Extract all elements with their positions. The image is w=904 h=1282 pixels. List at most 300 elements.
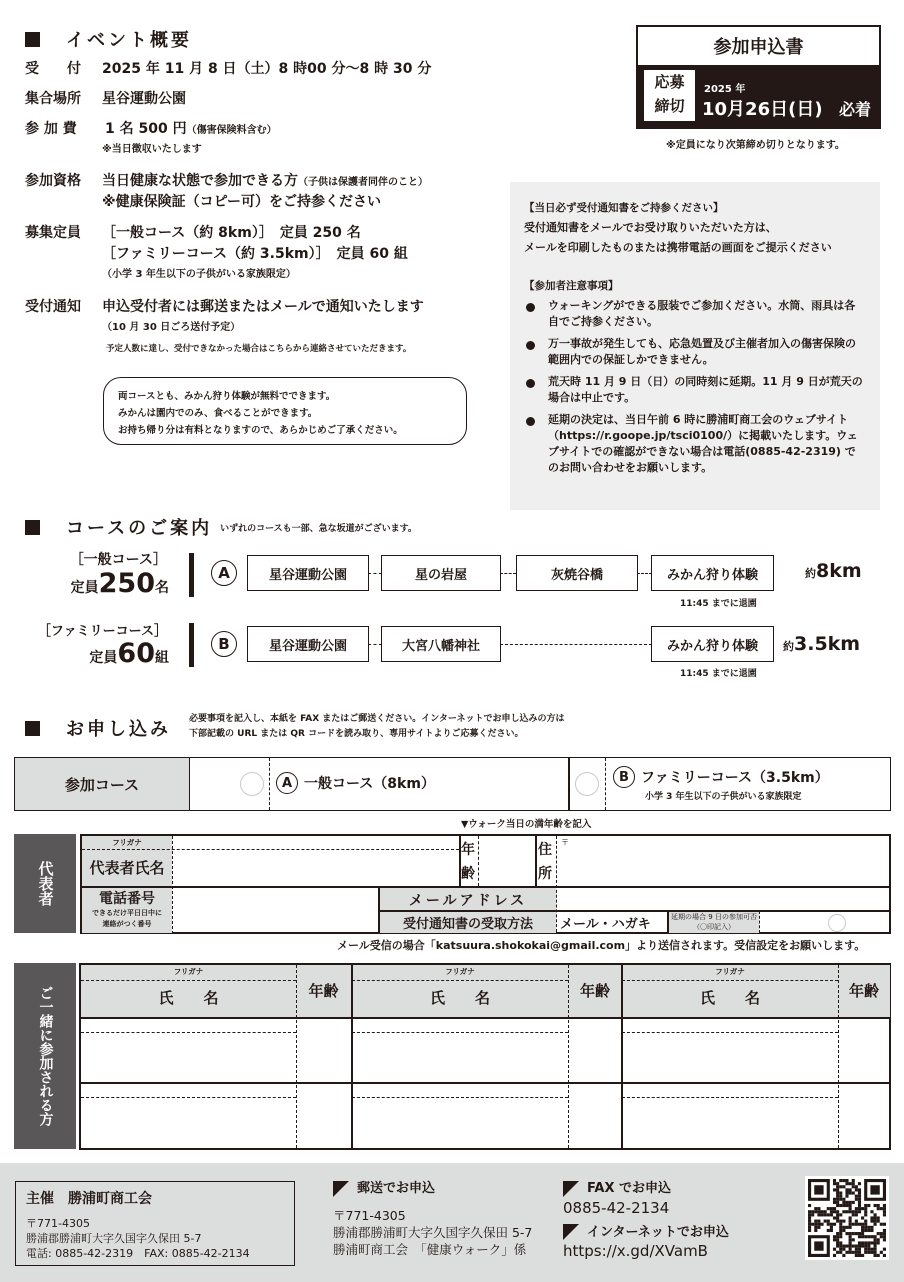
meeting-place-value: 星谷運動公園 (102, 91, 186, 107)
dotted-divider (81, 980, 296, 981)
qr-module (808, 1216, 811, 1219)
qr-module (867, 1226, 870, 1229)
furigana-label: フリガナ (112, 838, 142, 847)
fee-amount: 1 名 500 円 (105, 121, 187, 137)
qr-module (839, 1191, 842, 1194)
qr-module (817, 1213, 820, 1216)
companion-name-input[interactable] (355, 1035, 565, 1079)
qr-module (836, 1188, 839, 1191)
application-form-header (636, 25, 881, 129)
course-divider (189, 623, 194, 667)
name-label: 代表者氏名 (89, 859, 165, 877)
footer (0, 1163, 904, 1282)
qr-module (845, 1201, 848, 1204)
qr-module (883, 1207, 886, 1210)
qr-module (852, 1182, 855, 1185)
qr-module (842, 1229, 845, 1232)
qr-module (842, 1204, 845, 1207)
triangle-marker-icon (563, 1224, 579, 1240)
qr-module (852, 1185, 855, 1188)
qr-module (836, 1241, 839, 1244)
note-line: みかんは園内でのみ、食べることができます。 (118, 408, 318, 419)
qr-module (849, 1245, 852, 1248)
deadline-date: 10月26日(日) (702, 99, 823, 120)
qr-module (849, 1191, 852, 1194)
qr-module (867, 1204, 870, 1207)
course-b-option[interactable]: B ファミリーコース（3.5km） 小学 3 年生以下の子供がいる家族限定 (613, 766, 829, 802)
qr-code-icon (808, 1179, 886, 1257)
qr-module (855, 1245, 858, 1248)
triangle-marker-icon (563, 1181, 579, 1197)
course-selection-label: 参加コース (15, 758, 190, 810)
qr-module (836, 1204, 839, 1207)
qr-module (858, 1254, 861, 1257)
qr-module (839, 1248, 842, 1251)
capacity-label: 募集定員 (25, 225, 81, 241)
companion-furigana-input[interactable] (84, 1019, 293, 1031)
companion-age-input[interactable] (299, 1019, 348, 1079)
note-line: お持ち帰り分は有料となりますので、あらかじめご了承ください。 (118, 425, 403, 436)
course-a-exit-note: 11:45 までに退園 (680, 599, 757, 609)
notification-label: 受付通知 (25, 299, 81, 315)
notice-line: メールを印刷したものまたは携帯電話の画面をご提示ください (524, 241, 832, 254)
qr-module (855, 1254, 858, 1257)
qr-module (849, 1216, 852, 1219)
qr-module (845, 1251, 848, 1254)
qr-module (842, 1226, 845, 1229)
qr-module (877, 1238, 880, 1241)
qr-module (855, 1232, 858, 1235)
notification-sub2: 予定人数に達し、受付できなかった場合はこちらから連絡させていただきます。 (106, 344, 412, 354)
route-connector (368, 573, 382, 574)
row-divider (81, 1082, 889, 1084)
qr-module (861, 1216, 864, 1219)
course-stop: みかん狩り体験 (651, 626, 774, 662)
qr-module (852, 1179, 855, 1182)
row-divider (81, 1017, 889, 1019)
qr-module (877, 1241, 880, 1244)
qr-module (861, 1235, 864, 1238)
qr-module (864, 1245, 867, 1248)
qr-module (858, 1198, 861, 1201)
fee-value (105, 118, 277, 138)
companion-name-input[interactable] (625, 1100, 835, 1144)
qr-module (817, 1223, 820, 1226)
qr-module (817, 1207, 820, 1210)
qr-module (852, 1251, 855, 1254)
qr-module (824, 1220, 827, 1223)
form-title: 参加申込書 (713, 37, 804, 58)
qr-module (867, 1248, 870, 1251)
name-header: 氏 名 (158, 989, 219, 1007)
companion-age-input[interactable] (841, 1019, 887, 1079)
caution-item: 延期の決定は、当日午前 6 時に勝浦町商工会のウェブサイト（https://r.goope.jp/tsci0100/）に掲載いたします。ウェブサイトでの確認ができない場合は電話(0885-42-2319) でのお問い合わせをお願いします。 (524, 412, 866, 476)
dotted-divider (838, 965, 839, 1148)
qr-module (864, 1251, 867, 1254)
course-b-radio[interactable] (575, 772, 599, 796)
course-b-badge: B (211, 631, 237, 657)
qr-module (874, 1254, 877, 1257)
course-a-capacity: 定員250名 (70, 568, 169, 599)
qr-module (833, 1201, 836, 1204)
email-input[interactable] (560, 889, 885, 909)
qr-module (839, 1232, 842, 1235)
course-stop: 灰焼谷橋 (516, 555, 638, 591)
square-bullet-icon (25, 520, 40, 535)
companion-furigana-input[interactable] (625, 1019, 835, 1031)
qr-module (864, 1207, 867, 1210)
organizer-box (15, 1181, 295, 1266)
qr-module (842, 1198, 845, 1201)
capacity-general: ［一般コース（約 8km）］ 定員 250 名 (102, 225, 361, 241)
dotted-divider (568, 965, 569, 1148)
qr-module (870, 1251, 873, 1254)
course-b-capacity: 定員60組 (89, 638, 169, 669)
column-divider (351, 965, 353, 1148)
mail-application: 郵送でお申込 〒771-4305 勝浦郡勝浦町大字久国字久保田 5-7 勝浦町商工会 「健康ウォーク」係 (333, 1181, 533, 1257)
qr-module (858, 1248, 861, 1251)
qr-module (861, 1245, 864, 1248)
qr-module (833, 1216, 836, 1219)
deadline-note: ※定員になり次第締め切りとなります。 (666, 140, 845, 151)
qr-module (839, 1185, 842, 1188)
qr-module (852, 1232, 855, 1235)
qr-module (880, 1207, 883, 1210)
qr-module (864, 1213, 867, 1216)
qr-module (874, 1223, 877, 1226)
furigana-label: フリガナ (173, 967, 204, 976)
qr-module (852, 1238, 855, 1241)
qr-module (849, 1232, 852, 1235)
qr-module (861, 1207, 864, 1210)
deadline-label (644, 70, 695, 121)
furigana-label: フリガナ (715, 967, 745, 976)
qr-code[interactable] (805, 1176, 889, 1260)
fee-label: 参 加 費 (25, 121, 77, 137)
qr-module (852, 1223, 855, 1226)
qr-module (855, 1198, 858, 1201)
email-note: メール受信の場合「katsuura.shokokai@gmail.com」より送信されます。受信設定をお願いします。 (337, 939, 866, 952)
companion-name-input[interactable] (84, 1035, 293, 1079)
qr-module (839, 1213, 842, 1216)
qr-module (864, 1204, 867, 1207)
course-a-name: ［一般コース］ (69, 552, 167, 568)
web-url[interactable]: https://x.gd/XVamB (563, 1242, 708, 1260)
qr-module (814, 1223, 817, 1226)
qr-module (833, 1254, 836, 1257)
course-a-radio[interactable] (240, 772, 264, 796)
qr-module (845, 1232, 848, 1235)
qr-module (870, 1220, 873, 1223)
qr-module (830, 1210, 833, 1213)
qr-module (820, 1223, 823, 1226)
route-connector (500, 644, 652, 645)
square-bullet-icon (25, 32, 40, 47)
qr-module (833, 1182, 836, 1185)
notice-method-value[interactable]: メール・ハガキ (560, 917, 651, 932)
qr-module (849, 1241, 852, 1244)
qr-module (867, 1245, 870, 1248)
deadline-label-1: 応募 (654, 73, 685, 91)
qr-module (842, 1201, 845, 1204)
deadline-suffix: 必着 (838, 100, 871, 119)
qr-module (808, 1226, 811, 1229)
bullet-icon (526, 417, 535, 426)
name-header: 氏 名 (429, 989, 490, 1007)
representative-name-input[interactable] (175, 851, 455, 883)
caution-heading: 【参加者注意事項】 (524, 280, 619, 292)
qr-module (836, 1198, 839, 1201)
age-header: 年齢 (579, 982, 610, 1000)
qr-module (811, 1223, 814, 1226)
companion-age-input[interactable] (571, 1084, 619, 1144)
representative-age-input[interactable] (481, 840, 533, 882)
qr-module (855, 1207, 858, 1210)
qr-module (855, 1195, 858, 1198)
course-a-option[interactable]: A 一般コース（8km） (276, 772, 435, 794)
dotted-divider (352, 1032, 568, 1033)
qr-module (845, 1210, 848, 1213)
qr-module (842, 1220, 845, 1223)
email-label: メールアドレス (408, 893, 528, 909)
qr-module (827, 1207, 830, 1210)
qr-module (849, 1223, 852, 1226)
qr-module (833, 1235, 836, 1238)
qr-module (842, 1245, 845, 1248)
qr-finder (814, 1241, 823, 1250)
qr-module (874, 1235, 877, 1238)
qr-module (870, 1235, 873, 1238)
qr-module (855, 1185, 858, 1188)
course-stop: 星の岩屋 (381, 555, 501, 591)
qr-module (849, 1220, 852, 1223)
qr-module (870, 1216, 873, 1219)
address-label: 住 所 (538, 842, 552, 882)
qr-module (820, 1213, 823, 1216)
qr-module (808, 1213, 811, 1216)
section-title: イベント概要 (66, 30, 192, 51)
qr-module (874, 1245, 877, 1248)
furigana-label: フリガナ (445, 967, 475, 976)
qr-module (864, 1220, 867, 1223)
qr-module (845, 1245, 848, 1248)
qr-module (864, 1229, 867, 1232)
companion-age-input[interactable] (571, 1019, 619, 1079)
qr-module (877, 1254, 880, 1257)
qr-module (836, 1201, 839, 1204)
qr-module (842, 1185, 845, 1188)
qr-module (874, 1238, 877, 1241)
apply-description: 必要事項を記入し、本紙を FAX またはご郵送ください。インターネットでお申し込みの方は 下部記載の URL または QR コードを読み取り、専用サイトよりご応募ください。 (189, 714, 565, 739)
companion-furigana-input[interactable] (625, 1084, 835, 1096)
section-subtitle: いずれのコースも一部、急な坂道がございます。 (220, 523, 417, 534)
qr-module (877, 1216, 880, 1219)
qr-module (836, 1185, 839, 1188)
deadline-bar (638, 65, 879, 127)
qr-module (883, 1229, 886, 1232)
course-b-badge: B (613, 766, 635, 788)
dotted-divider (352, 980, 568, 981)
qr-module (839, 1195, 842, 1198)
notice-panel (510, 182, 880, 510)
qr-module (833, 1248, 836, 1251)
caution-item: 万一事故が発生しても、応急処置及び主催者加入の傷害保険の範囲内での保証しかできません。 (524, 336, 866, 368)
courses-heading (25, 514, 417, 540)
qr-module (883, 1254, 886, 1257)
companion-name-input[interactable] (84, 1100, 293, 1144)
qr-module (858, 1204, 861, 1207)
qr-module (836, 1220, 839, 1223)
companion-furigana-input[interactable] (84, 1084, 293, 1096)
qr-module (849, 1204, 852, 1207)
qr-module (842, 1248, 845, 1251)
qr-module (849, 1235, 852, 1238)
qr-module (877, 1204, 880, 1207)
qr-module (864, 1248, 867, 1251)
age-header: 年齢 (848, 982, 879, 1000)
qr-module (864, 1223, 867, 1226)
course-b-name: ［ファミリーコース］ (37, 624, 167, 639)
organizer-name: 主催 勝浦町商工会 (26, 1191, 152, 1207)
qr-module (839, 1235, 842, 1238)
qr-module (861, 1241, 864, 1244)
capacity-family: ［ファミリーコース（約 3.5km）］ 定員 60 組 (102, 246, 408, 262)
qr-module (870, 1226, 873, 1229)
qr-module (836, 1235, 839, 1238)
qr-module (842, 1254, 845, 1257)
overview-heading (25, 26, 192, 52)
qr-module (814, 1210, 817, 1213)
companion-name-input[interactable] (355, 1100, 565, 1144)
org-contact: 電話: 0885-42-2319 FAX: 0885-42-2134 (26, 1247, 250, 1260)
fax-web-application: FAX でお申込 0885-42-2134 インターネットでお申込 https://x.gd/XVamB (563, 1181, 729, 1260)
postpone-radio[interactable] (828, 914, 846, 932)
qr-module (808, 1210, 811, 1213)
qr-module (814, 1220, 817, 1223)
qr-module (839, 1220, 842, 1223)
qr-module (858, 1241, 861, 1244)
qr-module (830, 1223, 833, 1226)
caution-item: ウォーキングができる服装でご参加ください。水筒、雨具は各自でご持参ください。 (524, 298, 866, 330)
qr-module (814, 1207, 817, 1210)
qr-module (883, 1204, 886, 1207)
dotted-divider (81, 1032, 296, 1033)
course-b-distance: 約3.5km (783, 633, 861, 655)
companion-age-input[interactable] (299, 1084, 348, 1144)
qr-module (849, 1188, 852, 1191)
qr-module (827, 1220, 830, 1223)
qr-module (849, 1201, 852, 1204)
section-title: コースのご案内 (66, 518, 213, 539)
qr-module (820, 1210, 823, 1213)
dotted-divider (81, 1097, 296, 1098)
qr-module (867, 1241, 870, 1244)
course-stop: 星谷運動公園 (247, 626, 369, 662)
qr-module (827, 1229, 830, 1232)
qr-module (870, 1241, 873, 1244)
representative-address-input[interactable] (572, 840, 887, 882)
qr-module (814, 1226, 817, 1229)
qr-module (880, 1232, 883, 1235)
qr-module (883, 1223, 886, 1226)
qr-module (833, 1179, 836, 1182)
route-connector (637, 573, 652, 574)
qr-module (839, 1229, 842, 1232)
qr-module (808, 1229, 811, 1232)
qr-module (836, 1182, 839, 1185)
dotted-divider (622, 1032, 838, 1033)
course-b-exit-note: 11:45 までに退園 (680, 669, 757, 679)
qr-module (858, 1245, 861, 1248)
course-stop: 大宮八幡神社 (381, 626, 501, 662)
qr-module (852, 1191, 855, 1194)
companion-form (79, 963, 891, 1150)
qr-module (824, 1213, 827, 1216)
qr-module (839, 1241, 842, 1244)
qr-module (811, 1213, 814, 1216)
notice-line: 受付通知書をメールでお受け取りいただいた方は、 (524, 221, 777, 234)
qr-module (874, 1204, 877, 1207)
qr-module (858, 1195, 861, 1198)
qr-module (836, 1191, 839, 1194)
qr-module (883, 1235, 886, 1238)
qr-module (836, 1238, 839, 1241)
org-address: 勝浦郡勝浦町大字久国字久保田 5-7 (26, 1232, 202, 1245)
qr-module (858, 1188, 861, 1191)
qr-module (855, 1223, 858, 1226)
qr-module (842, 1179, 845, 1182)
qr-module (849, 1182, 852, 1185)
qr-module (833, 1198, 836, 1201)
reception-value: 2025 年 11 月 8 日（土）8 時00 分〜8 時 30 分 (102, 61, 432, 77)
companion-furigana-input[interactable] (355, 1084, 565, 1096)
qr-module (817, 1226, 820, 1229)
phone-input[interactable] (175, 890, 375, 930)
apply-heading (25, 715, 171, 741)
fee-note: （傷害保険料含む） (186, 125, 277, 136)
qr-module (817, 1220, 820, 1223)
companion-furigana-input[interactable] (355, 1019, 565, 1031)
companion-age-input[interactable] (841, 1084, 887, 1144)
qr-module (864, 1235, 867, 1238)
qr-module (874, 1241, 877, 1244)
qr-module (830, 1207, 833, 1210)
qr-module (858, 1207, 861, 1210)
section-title: お申し込み (66, 719, 171, 740)
eligibility-note: （子供は保護者同伴のこと） (298, 177, 428, 188)
qr-module (839, 1198, 842, 1201)
qr-module (845, 1226, 848, 1229)
age-label: 年 齢 (461, 842, 475, 882)
qr-module (845, 1179, 848, 1182)
qr-module (830, 1213, 833, 1216)
postpone-label: 延期の場合 9 日の参加可否 （〇印記入） (669, 912, 759, 933)
qr-module (867, 1229, 870, 1232)
qr-module (877, 1207, 880, 1210)
qr-module (839, 1226, 842, 1229)
qr-module (833, 1210, 836, 1213)
qr-module (849, 1248, 852, 1251)
companion-name-input[interactable] (625, 1035, 835, 1079)
qr-module (852, 1210, 855, 1213)
phone-label: 電話番号 (99, 891, 155, 907)
dotted-divider (352, 1097, 568, 1098)
qr-module (880, 1251, 883, 1254)
course-b-note: 小学 3 年生以下の子供がいる家族限定 (645, 792, 802, 802)
age-header: 年齢 (308, 982, 339, 1000)
age-note: ▼ウォーク当日の満年齢を記入 (461, 819, 592, 830)
route-connector (500, 573, 516, 574)
